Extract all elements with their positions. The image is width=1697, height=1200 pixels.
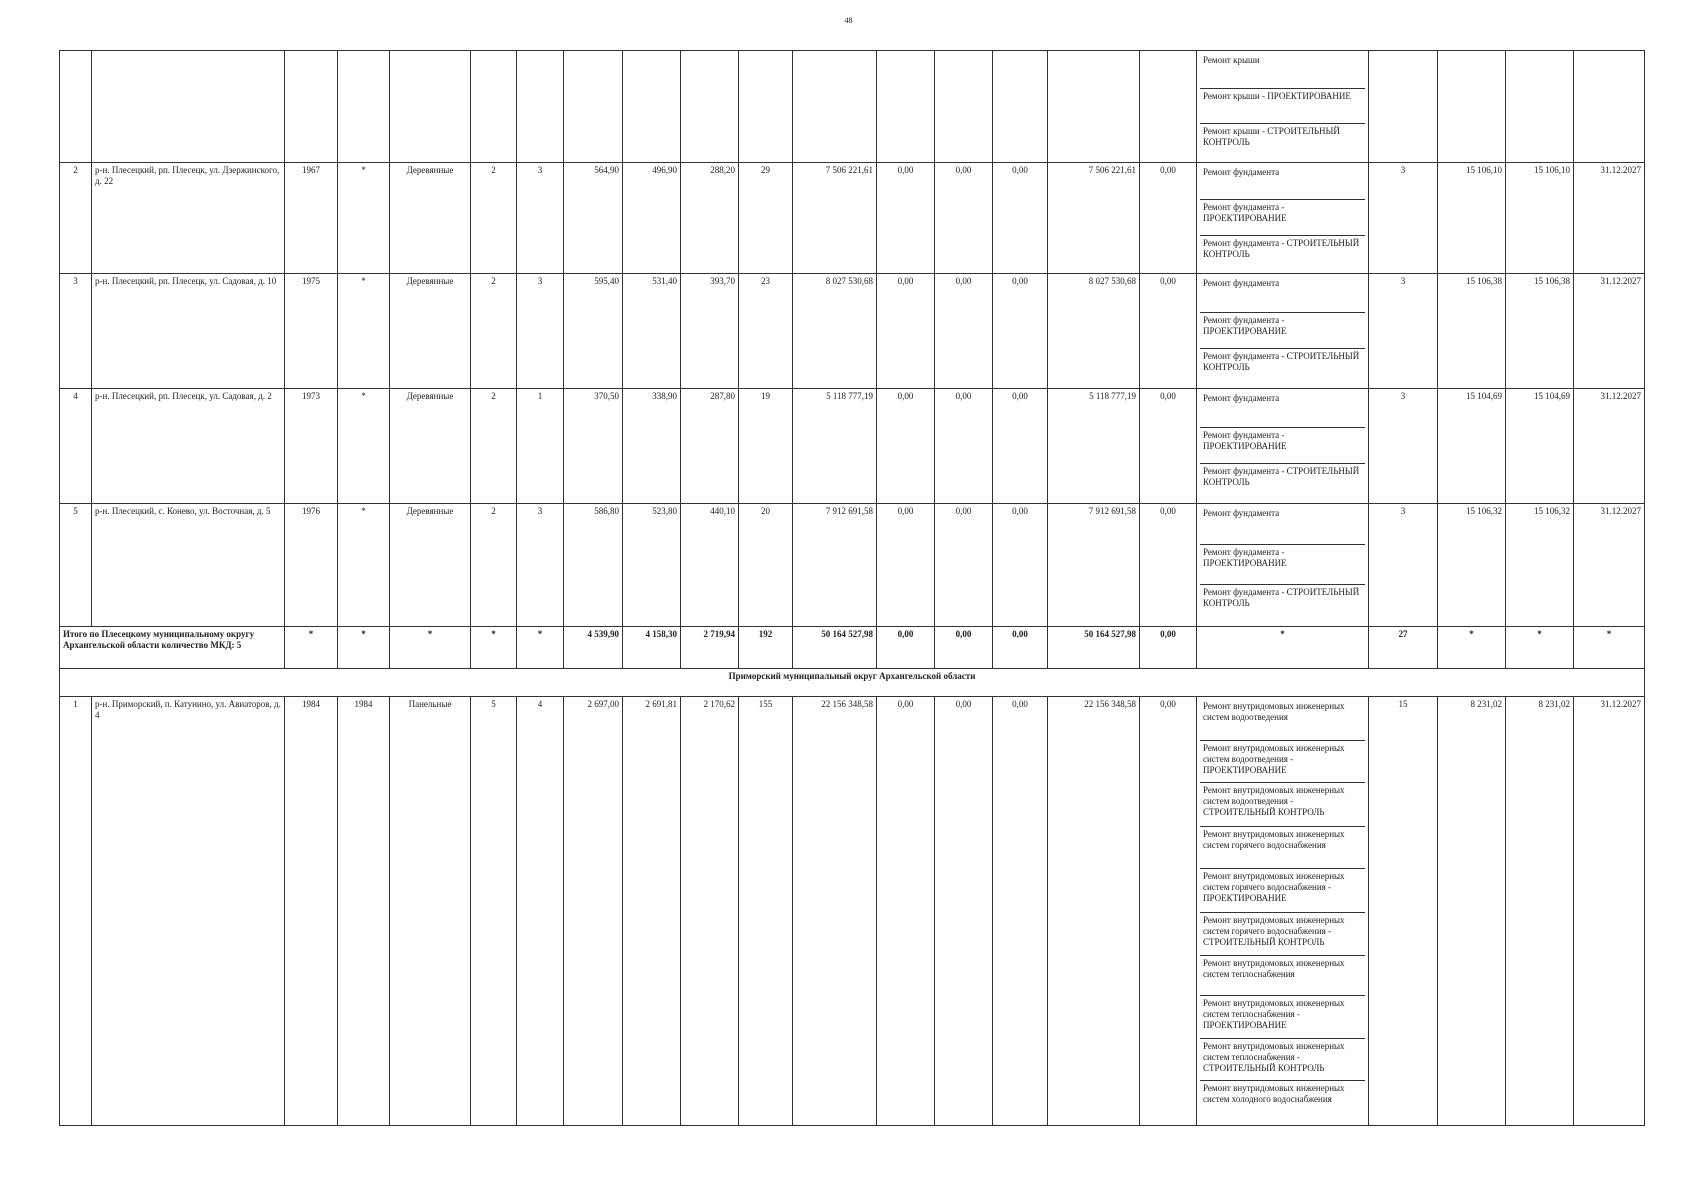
work-item: Ремонт фундамента - ПРОЕКТИРОВАНИЕ [1200, 545, 1365, 584]
walls: Панельные [390, 697, 471, 1126]
capital-repair-table [59, 50, 1644, 1103]
work-count: 3 [1369, 163, 1438, 274]
entrances: 3 [517, 274, 564, 389]
cost-total: 7 506 221,61 [793, 163, 877, 274]
entrances: 3 [517, 504, 564, 627]
total-star: * [1438, 627, 1506, 669]
area-living: 531,40 [623, 274, 681, 389]
table-row [60, 163, 1645, 274]
floors: 2 [471, 504, 517, 627]
work-item: Ремонт фундамента - СТРОИТЕЛЬНЫЙ КОНТРОЛЬ [1203, 586, 1360, 608]
year-built: 1967 [285, 163, 338, 274]
work-count: 3 [1369, 274, 1438, 389]
work-item: Ремонт внутридомовых инженерных систем холодного водоснабжения [1203, 1083, 1345, 1104]
cost-total: 7 912 691,58 [793, 504, 877, 627]
work-item: Ремонт фундамента - ПРОЕКТИРОВАНИЕ [1200, 313, 1365, 350]
residents: 155 [739, 697, 793, 1126]
unit-cost: 15 106,38 [1438, 274, 1506, 389]
address: р-н. Приморский, п. Катунино, ул. Авиаторов, д. 4 [92, 697, 285, 1126]
work-item: Ремонт внутридомовых инженерных систем горячего водоснабжения - ПРОЕКТИРОВАНИЕ [1200, 869, 1365, 913]
area-living: 523,80 [623, 504, 681, 627]
work-item: Ремонт внутридомовых инженерных систем водоотведения [1200, 699, 1365, 741]
year-repair: * [338, 504, 390, 627]
area-total: 595,40 [564, 274, 623, 389]
work-item: Ремонт фундамента [1200, 506, 1365, 545]
area-owned: 440,10 [681, 504, 739, 627]
deadline: 31.12.2027 [1574, 389, 1645, 504]
work-item: Ремонт внутридомовых инженерных систем водоотведения - СТРОИТЕЛЬНЫЙ КОНТРОЛЬ [1200, 783, 1365, 827]
total-area-owned: 2 719,94 [681, 627, 739, 669]
fund-reg: 0,00 [935, 504, 993, 627]
work-item: Ремонт внутридомовых инженерных систем горячего водоснабжения [1200, 827, 1365, 869]
row-num: 2 [60, 163, 92, 274]
fund-reg: 0,00 [935, 697, 993, 1126]
work-item: Ремонт фундамента - СТРОИТЕЛЬНЫЙ КОНТРОЛЬ [1203, 466, 1360, 488]
total-fund-fed: 0,00 [877, 627, 935, 669]
work-item: Ремонт внутридомовых инженерных систем водоотведения - ПРОЕКТИРОВАНИЕ [1200, 741, 1365, 783]
entrances: 1 [517, 389, 564, 504]
work-count: 15 [1369, 697, 1438, 1126]
area-owned: 287,80 [681, 389, 739, 504]
table-row [60, 274, 1645, 389]
area-total: 564,90 [564, 163, 623, 274]
table-row [60, 389, 1645, 504]
residents: 29 [739, 163, 793, 274]
table-row [60, 51, 1645, 163]
work-item: Ремонт крыши - СТРОИТЕЛЬНЫЙ КОНТРОЛЬ [1203, 126, 1340, 148]
total-area-total: 4 539,90 [564, 627, 623, 669]
entrances: 4 [517, 697, 564, 1126]
fund-own: 8 027 530,68 [1048, 274, 1140, 389]
cost-total: 22 156 348,58 [793, 697, 877, 1126]
area-living: 496,90 [623, 163, 681, 274]
floors: 2 [471, 274, 517, 389]
work-item: Ремонт крыши [1200, 53, 1365, 89]
work-item: Ремонт крыши - ПРОЕКТИРОВАНИЕ [1200, 89, 1365, 125]
fund-mun: 0,00 [993, 504, 1048, 627]
row-num: 1 [60, 697, 92, 1126]
section-title: Приморский муниципальный округ Архангельской области [60, 669, 1645, 697]
fund-own: 22 156 348,58 [1048, 697, 1140, 1126]
total-star: * [471, 627, 517, 669]
work-item: Ремонт внутридомовых инженерных систем горячего водоснабжения - СТРОИТЕЛЬНЫЙ КОНТРОЛЬ [1200, 913, 1365, 956]
floors: 2 [471, 389, 517, 504]
residents: 19 [739, 389, 793, 504]
total-star: * [285, 627, 338, 669]
total-fund-other: 0,00 [1140, 627, 1197, 669]
floors: 2 [471, 163, 517, 274]
fund-other: 0,00 [1140, 163, 1197, 274]
fund-own: 7 506 221,61 [1048, 163, 1140, 274]
work-item: Ремонт фундамента [1200, 276, 1365, 313]
area-living: 2 691,81 [623, 697, 681, 1126]
limit-cost: 15 106,32 [1506, 504, 1574, 627]
fund-mun: 0,00 [993, 274, 1048, 389]
fund-reg: 0,00 [935, 389, 993, 504]
year-repair: * [338, 389, 390, 504]
total-area-living: 4 158,30 [623, 627, 681, 669]
cost-total: 5 118 777,19 [793, 389, 877, 504]
deadline: 31.12.2027 [1574, 504, 1645, 627]
fund-fed: 0,00 [877, 274, 935, 389]
floors: 5 [471, 697, 517, 1126]
walls: Деревянные [390, 504, 471, 627]
entrances: 3 [517, 163, 564, 274]
fund-fed: 0,00 [877, 163, 935, 274]
total-star: * [1197, 627, 1369, 669]
total-fund-reg: 0,00 [935, 627, 993, 669]
year-repair: * [338, 163, 390, 274]
address: р-н. Плесецкий, с. Конево, ул. Восточная, д. 5 [92, 504, 285, 627]
fund-other: 0,00 [1140, 504, 1197, 627]
fund-mun: 0,00 [993, 163, 1048, 274]
deadline: 31.12.2027 [1574, 163, 1645, 274]
work-item: Ремонт внутридомовых инженерных систем теплоснабжения [1200, 956, 1365, 996]
total-star: * [1506, 627, 1574, 669]
total-fund-mun: 0,00 [993, 627, 1048, 669]
fund-reg: 0,00 [935, 163, 993, 274]
work-item: Ремонт фундамента [1200, 165, 1365, 200]
fund-other: 0,00 [1140, 274, 1197, 389]
limit-cost: 8 231,02 [1506, 697, 1574, 1126]
total-star: * [517, 627, 564, 669]
year-built: 1973 [285, 389, 338, 504]
area-total: 370,50 [564, 389, 623, 504]
cost-total: 8 027 530,68 [793, 274, 877, 389]
work-item: Ремонт фундамента [1200, 391, 1365, 428]
unit-cost: 15 104,69 [1438, 389, 1506, 504]
address: р-н. Плесецкий, рп. Плесецк, ул. Садовая, д. 2 [92, 389, 285, 504]
walls: Деревянные [390, 274, 471, 389]
deadline: 31.12.2027 [1574, 697, 1645, 1126]
fund-other: 0,00 [1140, 389, 1197, 504]
fund-fed: 0,00 [877, 504, 935, 627]
area-owned: 393,70 [681, 274, 739, 389]
year-built: 1976 [285, 504, 338, 627]
year-repair: 1984 [338, 697, 390, 1126]
total-row [60, 627, 1645, 669]
address: р-н. Плесецкий, рп. Плесецк, ул. Дзержинского, д. 22 [92, 163, 285, 274]
walls: Деревянные [390, 163, 471, 274]
total-fund-own: 50 164 527,98 [1048, 627, 1140, 669]
work-item: Ремонт фундамента - СТРОИТЕЛЬНЫЙ КОНТРОЛЬ [1203, 237, 1360, 259]
total-star: * [338, 627, 390, 669]
section-row [60, 669, 1645, 697]
work-item: Ремонт фундамента - ПРОЕКТИРОВАНИЕ [1200, 428, 1365, 465]
walls: Деревянные [390, 389, 471, 504]
total-star: * [1574, 627, 1645, 669]
unit-cost: 8 231,02 [1438, 697, 1506, 1126]
total-star: * [390, 627, 471, 669]
row-num: 5 [60, 504, 92, 627]
unit-cost: 15 106,10 [1438, 163, 1506, 274]
area-total: 2 697,00 [564, 697, 623, 1126]
year-built: 1975 [285, 274, 338, 389]
total-label: Итого по Плесецкому муниципальному округу Архангельской области количество МКД: 5 [60, 627, 285, 669]
page-number: 48 [844, 16, 853, 25]
total-residents: 192 [739, 627, 793, 669]
work-count: 3 [1369, 504, 1438, 627]
row-num: 4 [60, 389, 92, 504]
row-num: 3 [60, 274, 92, 389]
fund-own: 5 118 777,19 [1048, 389, 1140, 504]
limit-cost: 15 106,38 [1506, 274, 1574, 389]
area-owned: 2 170,62 [681, 697, 739, 1126]
work-item: Ремонт внутридомовых инженерных систем теплоснабжения - ПРОЕКТИРОВАНИЕ [1200, 996, 1365, 1039]
limit-cost: 15 106,10 [1506, 163, 1574, 274]
work-count: 3 [1369, 389, 1438, 504]
year-built: 1984 [285, 697, 338, 1126]
deadline: 31.12.2027 [1574, 274, 1645, 389]
year-repair: * [338, 274, 390, 389]
area-living: 338,90 [623, 389, 681, 504]
fund-own: 7 912 691,58 [1048, 504, 1140, 627]
fund-fed: 0,00 [877, 389, 935, 504]
fund-other: 0,00 [1140, 697, 1197, 1126]
fund-reg: 0,00 [935, 274, 993, 389]
fund-mun: 0,00 [993, 697, 1048, 1126]
fund-mun: 0,00 [993, 389, 1048, 504]
area-owned: 288,20 [681, 163, 739, 274]
total-cost: 50 164 527,98 [793, 627, 877, 669]
table-row [60, 504, 1645, 627]
limit-cost: 15 104,69 [1506, 389, 1574, 504]
unit-cost: 15 106,32 [1438, 504, 1506, 627]
address: р-н. Плесецкий, рп. Плесецк, ул. Садовая, д. 10 [92, 274, 285, 389]
table-row [60, 697, 1645, 1126]
fund-fed: 0,00 [877, 697, 935, 1126]
work-item: Ремонт фундамента - СТРОИТЕЛЬНЫЙ КОНТРОЛЬ [1203, 351, 1360, 373]
area-total: 586,80 [564, 504, 623, 627]
residents: 23 [739, 274, 793, 389]
residents: 20 [739, 504, 793, 627]
work-item: Ремонт внутридомовых инженерных систем теплоснабжения - СТРОИТЕЛЬНЫЙ КОНТРОЛЬ [1200, 1039, 1365, 1081]
total-work-count: 27 [1369, 627, 1438, 669]
work-item: Ремонт фундамента - ПРОЕКТИРОВАНИЕ [1200, 200, 1365, 235]
